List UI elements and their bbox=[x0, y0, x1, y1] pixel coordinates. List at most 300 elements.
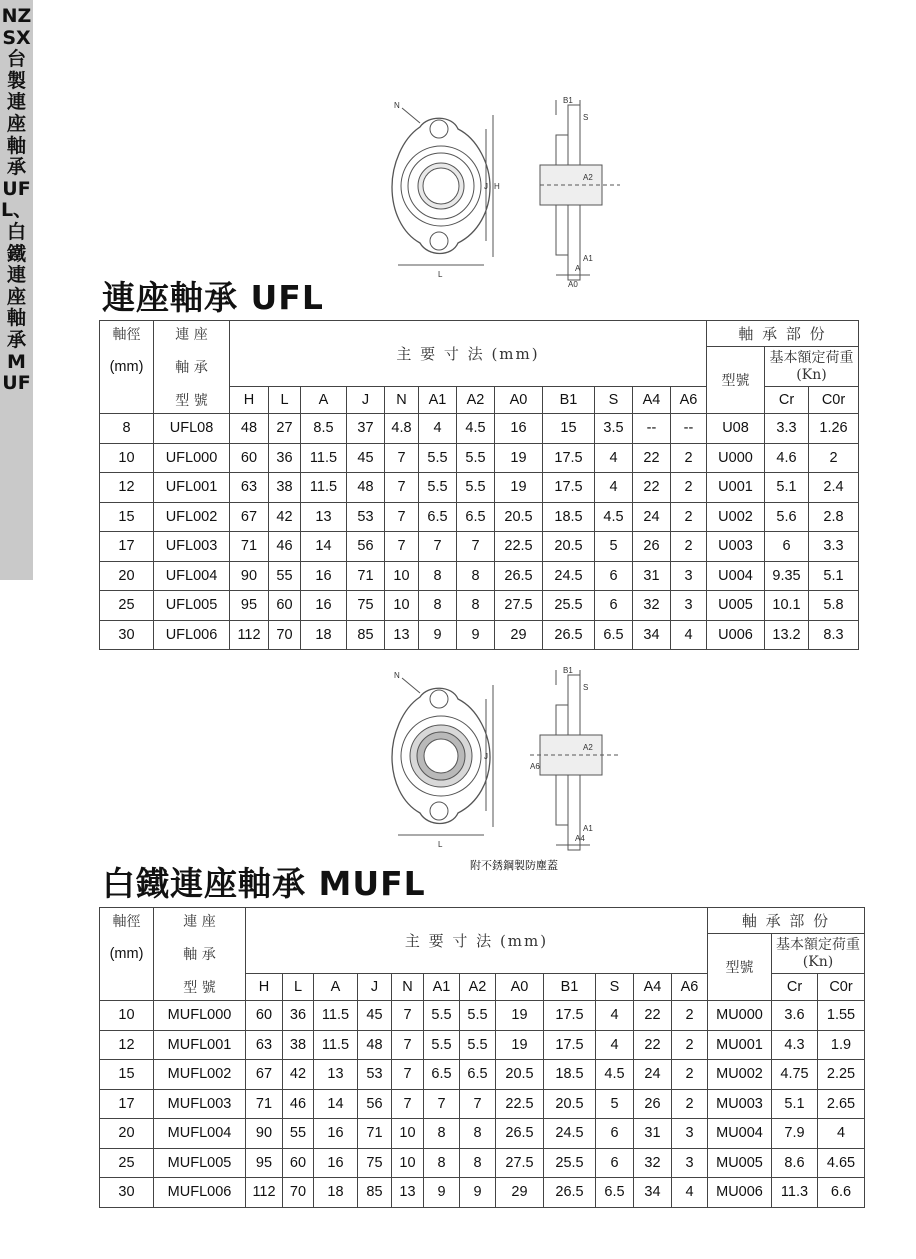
table-cell: 45 bbox=[358, 1001, 392, 1031]
table-cell: 26.5 bbox=[495, 561, 543, 591]
col-cr: Cr bbox=[765, 387, 809, 414]
table-cell: 36 bbox=[283, 1001, 314, 1031]
table-cell: 12 bbox=[100, 1030, 154, 1060]
table-cell: 2.65 bbox=[818, 1089, 865, 1119]
mufl-title: 白鐵連座軸承 MUFL bbox=[102, 864, 426, 903]
table-cell: 20 bbox=[100, 1119, 154, 1149]
table-cell: 56 bbox=[358, 1089, 392, 1119]
label-a0: A0 bbox=[568, 280, 578, 289]
col-l: L bbox=[283, 974, 314, 1001]
table-cell: 70 bbox=[283, 1178, 314, 1208]
table-row bbox=[100, 502, 859, 532]
table-cell: 7 bbox=[392, 1001, 424, 1031]
table-cell: 37 bbox=[347, 414, 385, 444]
table-cell: 31 bbox=[633, 561, 671, 591]
table-cell: 13 bbox=[392, 1178, 424, 1208]
table-cell: 5.1 bbox=[772, 1089, 818, 1119]
model-header-1: 連 座 bbox=[154, 908, 246, 934]
table-cell: 112 bbox=[246, 1178, 283, 1208]
table-cell: 1.9 bbox=[818, 1030, 865, 1060]
table-cell: 24 bbox=[634, 1060, 672, 1090]
table-cell: MU006 bbox=[708, 1178, 772, 1208]
table-cell: MUFL002 bbox=[154, 1060, 246, 1090]
table-cell: 17.5 bbox=[544, 1001, 596, 1031]
table-cell: 30 bbox=[100, 620, 154, 650]
table-cell: 32 bbox=[634, 1148, 672, 1178]
table-cell: 19 bbox=[495, 443, 543, 473]
table-cell: 8 bbox=[460, 1148, 496, 1178]
table-cell: 4 bbox=[595, 443, 633, 473]
table-cell: 16 bbox=[314, 1119, 358, 1149]
table-cell: 25 bbox=[100, 1148, 154, 1178]
table-cell: 4.3 bbox=[772, 1030, 818, 1060]
table-cell: 7 bbox=[392, 1089, 424, 1119]
table-cell: 10 bbox=[392, 1148, 424, 1178]
table-cell: 26 bbox=[634, 1089, 672, 1119]
table-cell: 4 bbox=[595, 473, 633, 503]
table-cell: 38 bbox=[269, 473, 301, 503]
label-a4: A4 bbox=[575, 834, 585, 843]
model-header-2: 軸 承 bbox=[154, 934, 246, 974]
col-j: J bbox=[347, 387, 385, 414]
table-cell: 3.6 bbox=[772, 1001, 818, 1031]
table-row bbox=[100, 1119, 865, 1149]
table-cell: 32 bbox=[633, 591, 671, 621]
table-cell: U005 bbox=[707, 591, 765, 621]
col-h: H bbox=[230, 387, 269, 414]
table-cell: 18.5 bbox=[544, 1060, 596, 1090]
table-cell: 2 bbox=[809, 443, 859, 473]
table-cell: MUFL005 bbox=[154, 1148, 246, 1178]
table-row bbox=[100, 1030, 865, 1060]
table-cell: MUFL003 bbox=[154, 1089, 246, 1119]
table-cell: 38 bbox=[283, 1030, 314, 1060]
table-cell: 4 bbox=[818, 1119, 865, 1149]
table-cell: 11.5 bbox=[314, 1001, 358, 1031]
figure-note: 附不銹鋼製防塵蓋 bbox=[470, 859, 558, 872]
table-cell: UFL004 bbox=[154, 561, 230, 591]
table-cell: 4 bbox=[672, 1178, 708, 1208]
table-cell: 22 bbox=[634, 1030, 672, 1060]
table-cell: 7 bbox=[457, 532, 495, 562]
table-cell: UFL003 bbox=[154, 532, 230, 562]
table-cell: 15 bbox=[100, 502, 154, 532]
table-cell: 4.5 bbox=[457, 414, 495, 444]
table-cell: 3.3 bbox=[765, 414, 809, 444]
table-cell: 9.35 bbox=[765, 561, 809, 591]
label-l: L bbox=[438, 840, 443, 849]
table-cell: U000 bbox=[707, 443, 765, 473]
table-cell: MUFL004 bbox=[154, 1119, 246, 1149]
table-cell: 6.5 bbox=[424, 1060, 460, 1090]
table-cell: 55 bbox=[269, 561, 301, 591]
table-cell: 7 bbox=[424, 1089, 460, 1119]
table-cell: 5.5 bbox=[457, 443, 495, 473]
table-cell: 13 bbox=[301, 502, 347, 532]
col-a6: A6 bbox=[672, 974, 708, 1001]
table-cell: 13 bbox=[314, 1060, 358, 1090]
table-cell: 20.5 bbox=[544, 1089, 596, 1119]
table-cell: 26.5 bbox=[496, 1119, 544, 1149]
table-cell: 15 bbox=[100, 1060, 154, 1090]
table-cell: 10 bbox=[100, 443, 154, 473]
table-cell: 34 bbox=[633, 620, 671, 650]
table-cell: 4 bbox=[596, 1030, 634, 1060]
table-cell: U006 bbox=[707, 620, 765, 650]
side-tab bbox=[0, 0, 33, 580]
table-cell: MU003 bbox=[708, 1089, 772, 1119]
table-cell: 5.8 bbox=[809, 591, 859, 621]
table-cell: 8 bbox=[424, 1148, 460, 1178]
table-cell: 26.5 bbox=[543, 620, 595, 650]
table-cell: 11.5 bbox=[314, 1030, 358, 1060]
table-row bbox=[100, 532, 859, 562]
table-cell: 60 bbox=[283, 1148, 314, 1178]
table-cell: 6 bbox=[596, 1148, 634, 1178]
label-a1: A1 bbox=[583, 824, 593, 833]
table-cell: 8 bbox=[419, 561, 457, 591]
table-cell: 42 bbox=[283, 1060, 314, 1090]
table-cell: 4 bbox=[596, 1001, 634, 1031]
table-row bbox=[100, 1089, 865, 1119]
table-cell: 11.5 bbox=[301, 443, 347, 473]
table-cell: 71 bbox=[230, 532, 269, 562]
table-cell: 8 bbox=[424, 1119, 460, 1149]
table-cell: 29 bbox=[495, 620, 543, 650]
table-cell: 7 bbox=[385, 532, 419, 562]
col-b1: B1 bbox=[543, 387, 595, 414]
bearing-model-header: 型號 bbox=[707, 347, 765, 414]
table-cell: 7 bbox=[460, 1089, 496, 1119]
table-cell: 25 bbox=[100, 591, 154, 621]
table-cell: 20 bbox=[100, 561, 154, 591]
table-cell: 2.4 bbox=[809, 473, 859, 503]
label-b1: B1 bbox=[563, 96, 573, 105]
table-cell: 60 bbox=[246, 1001, 283, 1031]
table-cell: 2 bbox=[671, 473, 707, 503]
table-cell: 25.5 bbox=[544, 1148, 596, 1178]
table-cell: 6.5 bbox=[596, 1178, 634, 1208]
table-cell: 2.25 bbox=[818, 1060, 865, 1090]
rated-load-header bbox=[772, 934, 865, 974]
table-cell: 3.3 bbox=[809, 532, 859, 562]
table-cell: 2 bbox=[672, 1001, 708, 1031]
table-cell: 8 bbox=[100, 414, 154, 444]
table-cell: 6.5 bbox=[595, 620, 633, 650]
table-cell: 20.5 bbox=[495, 502, 543, 532]
table-cell: 53 bbox=[347, 502, 385, 532]
table-cell: 2 bbox=[671, 502, 707, 532]
table-cell: -- bbox=[671, 414, 707, 444]
table-cell: 5.1 bbox=[809, 561, 859, 591]
label-a2: A2 bbox=[583, 743, 593, 752]
table-cell: 6 bbox=[765, 532, 809, 562]
shaft-unit: (mm) bbox=[100, 934, 154, 974]
table-cell: 45 bbox=[347, 443, 385, 473]
table-cell: 5.6 bbox=[765, 502, 809, 532]
shaft-header: 軸徑 bbox=[100, 908, 154, 934]
table-cell: 5.5 bbox=[424, 1030, 460, 1060]
table-cell: 30 bbox=[100, 1178, 154, 1208]
table-cell: 90 bbox=[230, 561, 269, 591]
mufl-drawing bbox=[380, 665, 620, 860]
sizes-title: 主 要 寸 法 (mm) bbox=[246, 908, 708, 974]
table-cell: MU000 bbox=[708, 1001, 772, 1031]
table-cell: 10.1 bbox=[765, 591, 809, 621]
label-h: H bbox=[494, 182, 500, 191]
table-cell: 31 bbox=[634, 1119, 672, 1149]
table-cell: 22 bbox=[633, 473, 671, 503]
table-cell: 15 bbox=[543, 414, 595, 444]
table-cell: UFL001 bbox=[154, 473, 230, 503]
side-tab-text: NZSX台製連座軸承UFL、白鐵連座軸承MUF bbox=[0, 5, 33, 395]
table-cell: 5.5 bbox=[419, 473, 457, 503]
table-cell: 10 bbox=[385, 591, 419, 621]
table-cell: 20.5 bbox=[496, 1060, 544, 1090]
table-cell: 112 bbox=[230, 620, 269, 650]
table-cell: 5.5 bbox=[419, 443, 457, 473]
rated-load-label: 基本額定荷重 bbox=[769, 349, 854, 366]
table-row bbox=[100, 1060, 865, 1090]
table-cell: 67 bbox=[246, 1060, 283, 1090]
table-cell: MU002 bbox=[708, 1060, 772, 1090]
col-a1: A1 bbox=[424, 974, 460, 1001]
table-cell: 6.5 bbox=[460, 1060, 496, 1090]
table-cell: 8.6 bbox=[772, 1148, 818, 1178]
table-cell: 22 bbox=[633, 443, 671, 473]
table-cell: 7 bbox=[385, 473, 419, 503]
table-cell: 10 bbox=[100, 1001, 154, 1031]
table-row bbox=[100, 414, 859, 444]
model-header-3: 型 號 bbox=[154, 974, 246, 1001]
table-cell: 17 bbox=[100, 1089, 154, 1119]
table-cell: 17.5 bbox=[543, 443, 595, 473]
table-cell: 3 bbox=[671, 561, 707, 591]
table-cell: 42 bbox=[269, 502, 301, 532]
table-cell: 11.3 bbox=[772, 1178, 818, 1208]
table-cell: 19 bbox=[496, 1030, 544, 1060]
table-cell: 95 bbox=[246, 1148, 283, 1178]
table-cell: 29 bbox=[496, 1178, 544, 1208]
table-cell: 19 bbox=[496, 1001, 544, 1031]
table-cell: 6 bbox=[596, 1119, 634, 1149]
table-row bbox=[100, 473, 859, 503]
table-cell: 2 bbox=[672, 1060, 708, 1090]
table-cell: 55 bbox=[283, 1119, 314, 1149]
col-l: L bbox=[269, 387, 301, 414]
col-cr: Cr bbox=[772, 974, 818, 1001]
label-a1: A1 bbox=[583, 254, 593, 263]
table-cell: 60 bbox=[230, 443, 269, 473]
col-a2: A2 bbox=[457, 387, 495, 414]
table-cell: MU004 bbox=[708, 1119, 772, 1149]
table-cell: 11.5 bbox=[301, 473, 347, 503]
col-s: S bbox=[596, 974, 634, 1001]
table-cell: 9 bbox=[460, 1178, 496, 1208]
table-cell: 26.5 bbox=[544, 1178, 596, 1208]
label-s: S bbox=[583, 113, 589, 122]
shaft-unit: (mm) bbox=[100, 347, 154, 387]
ufl-rows bbox=[100, 414, 859, 650]
table-cell: 18 bbox=[314, 1178, 358, 1208]
table-cell: 6.5 bbox=[419, 502, 457, 532]
label-l: L bbox=[438, 270, 443, 279]
table-cell: 48 bbox=[358, 1030, 392, 1060]
table-cell: 90 bbox=[246, 1119, 283, 1149]
table-cell: 10 bbox=[392, 1119, 424, 1149]
table-cell: 12 bbox=[100, 473, 154, 503]
table-cell: MUFL001 bbox=[154, 1030, 246, 1060]
table-cell: 6.6 bbox=[818, 1178, 865, 1208]
table-cell: 14 bbox=[301, 532, 347, 562]
table-row bbox=[100, 443, 859, 473]
table-cell: 48 bbox=[230, 414, 269, 444]
table-cell: 34 bbox=[634, 1178, 672, 1208]
model-header-3: 型 號 bbox=[154, 387, 230, 414]
table-row bbox=[100, 620, 859, 650]
table-cell: 5 bbox=[596, 1089, 634, 1119]
table-cell: 22.5 bbox=[495, 532, 543, 562]
table-cell: 53 bbox=[358, 1060, 392, 1090]
table-cell: 18.5 bbox=[543, 502, 595, 532]
col-n: N bbox=[385, 387, 419, 414]
model-header-1: 連 座 bbox=[154, 321, 230, 347]
label-a2: A2 bbox=[583, 173, 593, 182]
col-a4: A4 bbox=[633, 387, 671, 414]
table-cell: 18 bbox=[301, 620, 347, 650]
table-cell: UFL005 bbox=[154, 591, 230, 621]
col-s: S bbox=[595, 387, 633, 414]
table-cell: 9 bbox=[457, 620, 495, 650]
table-cell: 5 bbox=[595, 532, 633, 562]
label-s: S bbox=[583, 683, 589, 692]
col-a1: A1 bbox=[419, 387, 457, 414]
table-cell: 16 bbox=[301, 591, 347, 621]
label-a: A bbox=[575, 264, 581, 273]
sizes-title: 主 要 寸 法 (mm) bbox=[230, 321, 707, 387]
table-cell: 3 bbox=[671, 591, 707, 621]
table-cell: 4.8 bbox=[385, 414, 419, 444]
col-a2: A2 bbox=[460, 974, 496, 1001]
table-cell: 8 bbox=[419, 591, 457, 621]
table-cell: 8.5 bbox=[301, 414, 347, 444]
table-cell: 14 bbox=[314, 1089, 358, 1119]
model-header-2: 軸 承 bbox=[154, 347, 230, 387]
table-cell: 67 bbox=[230, 502, 269, 532]
table-cell: 56 bbox=[347, 532, 385, 562]
table-cell: 8.3 bbox=[809, 620, 859, 650]
col-a: A bbox=[314, 974, 358, 1001]
label-a6: A6 bbox=[530, 762, 540, 771]
table-cell: 85 bbox=[358, 1178, 392, 1208]
table-cell: 3.5 bbox=[595, 414, 633, 444]
table-cell: 17 bbox=[100, 532, 154, 562]
bearing-title: 軸 承 部 份 bbox=[707, 321, 859, 347]
table-cell: 5.5 bbox=[457, 473, 495, 503]
table-cell: 75 bbox=[347, 591, 385, 621]
table-cell: 4.75 bbox=[772, 1060, 818, 1090]
table-cell: UFL006 bbox=[154, 620, 230, 650]
table-cell: 26 bbox=[633, 532, 671, 562]
rated-load-label: 基本額定荷重 bbox=[776, 936, 860, 953]
table-cell: 85 bbox=[347, 620, 385, 650]
table-cell: 27 bbox=[269, 414, 301, 444]
table-cell: UFL000 bbox=[154, 443, 230, 473]
table-cell: 71 bbox=[358, 1119, 392, 1149]
table-cell: 48 bbox=[347, 473, 385, 503]
label-j: J bbox=[484, 752, 488, 761]
table-row bbox=[100, 1001, 865, 1031]
table-row bbox=[100, 561, 859, 591]
table-cell: 17.5 bbox=[543, 473, 595, 503]
table-cell: 17.5 bbox=[544, 1030, 596, 1060]
table-cell: U002 bbox=[707, 502, 765, 532]
table-cell: 3 bbox=[672, 1119, 708, 1149]
col-n: N bbox=[392, 974, 424, 1001]
table-cell: 4.65 bbox=[818, 1148, 865, 1178]
table-cell: MUFL006 bbox=[154, 1178, 246, 1208]
table-cell: 10 bbox=[385, 561, 419, 591]
ufl-drawing bbox=[380, 95, 620, 290]
col-a0: A0 bbox=[495, 387, 543, 414]
table-cell: 5.5 bbox=[424, 1001, 460, 1031]
table-cell: -- bbox=[633, 414, 671, 444]
table-cell: U004 bbox=[707, 561, 765, 591]
table-cell: 4.5 bbox=[596, 1060, 634, 1090]
table-cell: 4.6 bbox=[765, 443, 809, 473]
table-cell: 71 bbox=[246, 1089, 283, 1119]
table-cell: 4 bbox=[419, 414, 457, 444]
col-c0r: C0r bbox=[809, 387, 859, 414]
table-cell: 9 bbox=[424, 1178, 460, 1208]
table-cell: 70 bbox=[269, 620, 301, 650]
table-cell: MU005 bbox=[708, 1148, 772, 1178]
table-cell: 27.5 bbox=[495, 591, 543, 621]
table-cell: 2.8 bbox=[809, 502, 859, 532]
table-cell: 24.5 bbox=[543, 561, 595, 591]
table-cell: 7.9 bbox=[772, 1119, 818, 1149]
table-cell: 1.26 bbox=[809, 414, 859, 444]
table-cell: 1.55 bbox=[818, 1001, 865, 1031]
table-cell: 5.5 bbox=[460, 1001, 496, 1031]
table-cell: UFL002 bbox=[154, 502, 230, 532]
bearing-title: 軸 承 部 份 bbox=[708, 908, 865, 934]
table-cell: 8 bbox=[460, 1119, 496, 1149]
table-cell: 95 bbox=[230, 591, 269, 621]
table-cell: 2 bbox=[672, 1030, 708, 1060]
table-cell: 22 bbox=[634, 1001, 672, 1031]
table-cell: MU001 bbox=[708, 1030, 772, 1060]
col-a: A bbox=[301, 387, 347, 414]
table-cell: 20.5 bbox=[543, 532, 595, 562]
table-cell: 4 bbox=[671, 620, 707, 650]
table-cell: 5.1 bbox=[765, 473, 809, 503]
table-cell: 8 bbox=[457, 561, 495, 591]
table-cell: 7 bbox=[385, 502, 419, 532]
table-cell: 60 bbox=[269, 591, 301, 621]
col-a0: A0 bbox=[496, 974, 544, 1001]
mufl-rows bbox=[100, 1001, 865, 1208]
table-cell: 6 bbox=[595, 591, 633, 621]
col-h: H bbox=[246, 974, 283, 1001]
table-cell: 6 bbox=[595, 561, 633, 591]
table-cell: 8 bbox=[457, 591, 495, 621]
table-cell: 2 bbox=[671, 443, 707, 473]
col-c0r: C0r bbox=[818, 974, 865, 1001]
rated-load-unit: (Kn) bbox=[796, 366, 827, 383]
table-cell: 9 bbox=[419, 620, 457, 650]
table-cell: 22.5 bbox=[496, 1089, 544, 1119]
